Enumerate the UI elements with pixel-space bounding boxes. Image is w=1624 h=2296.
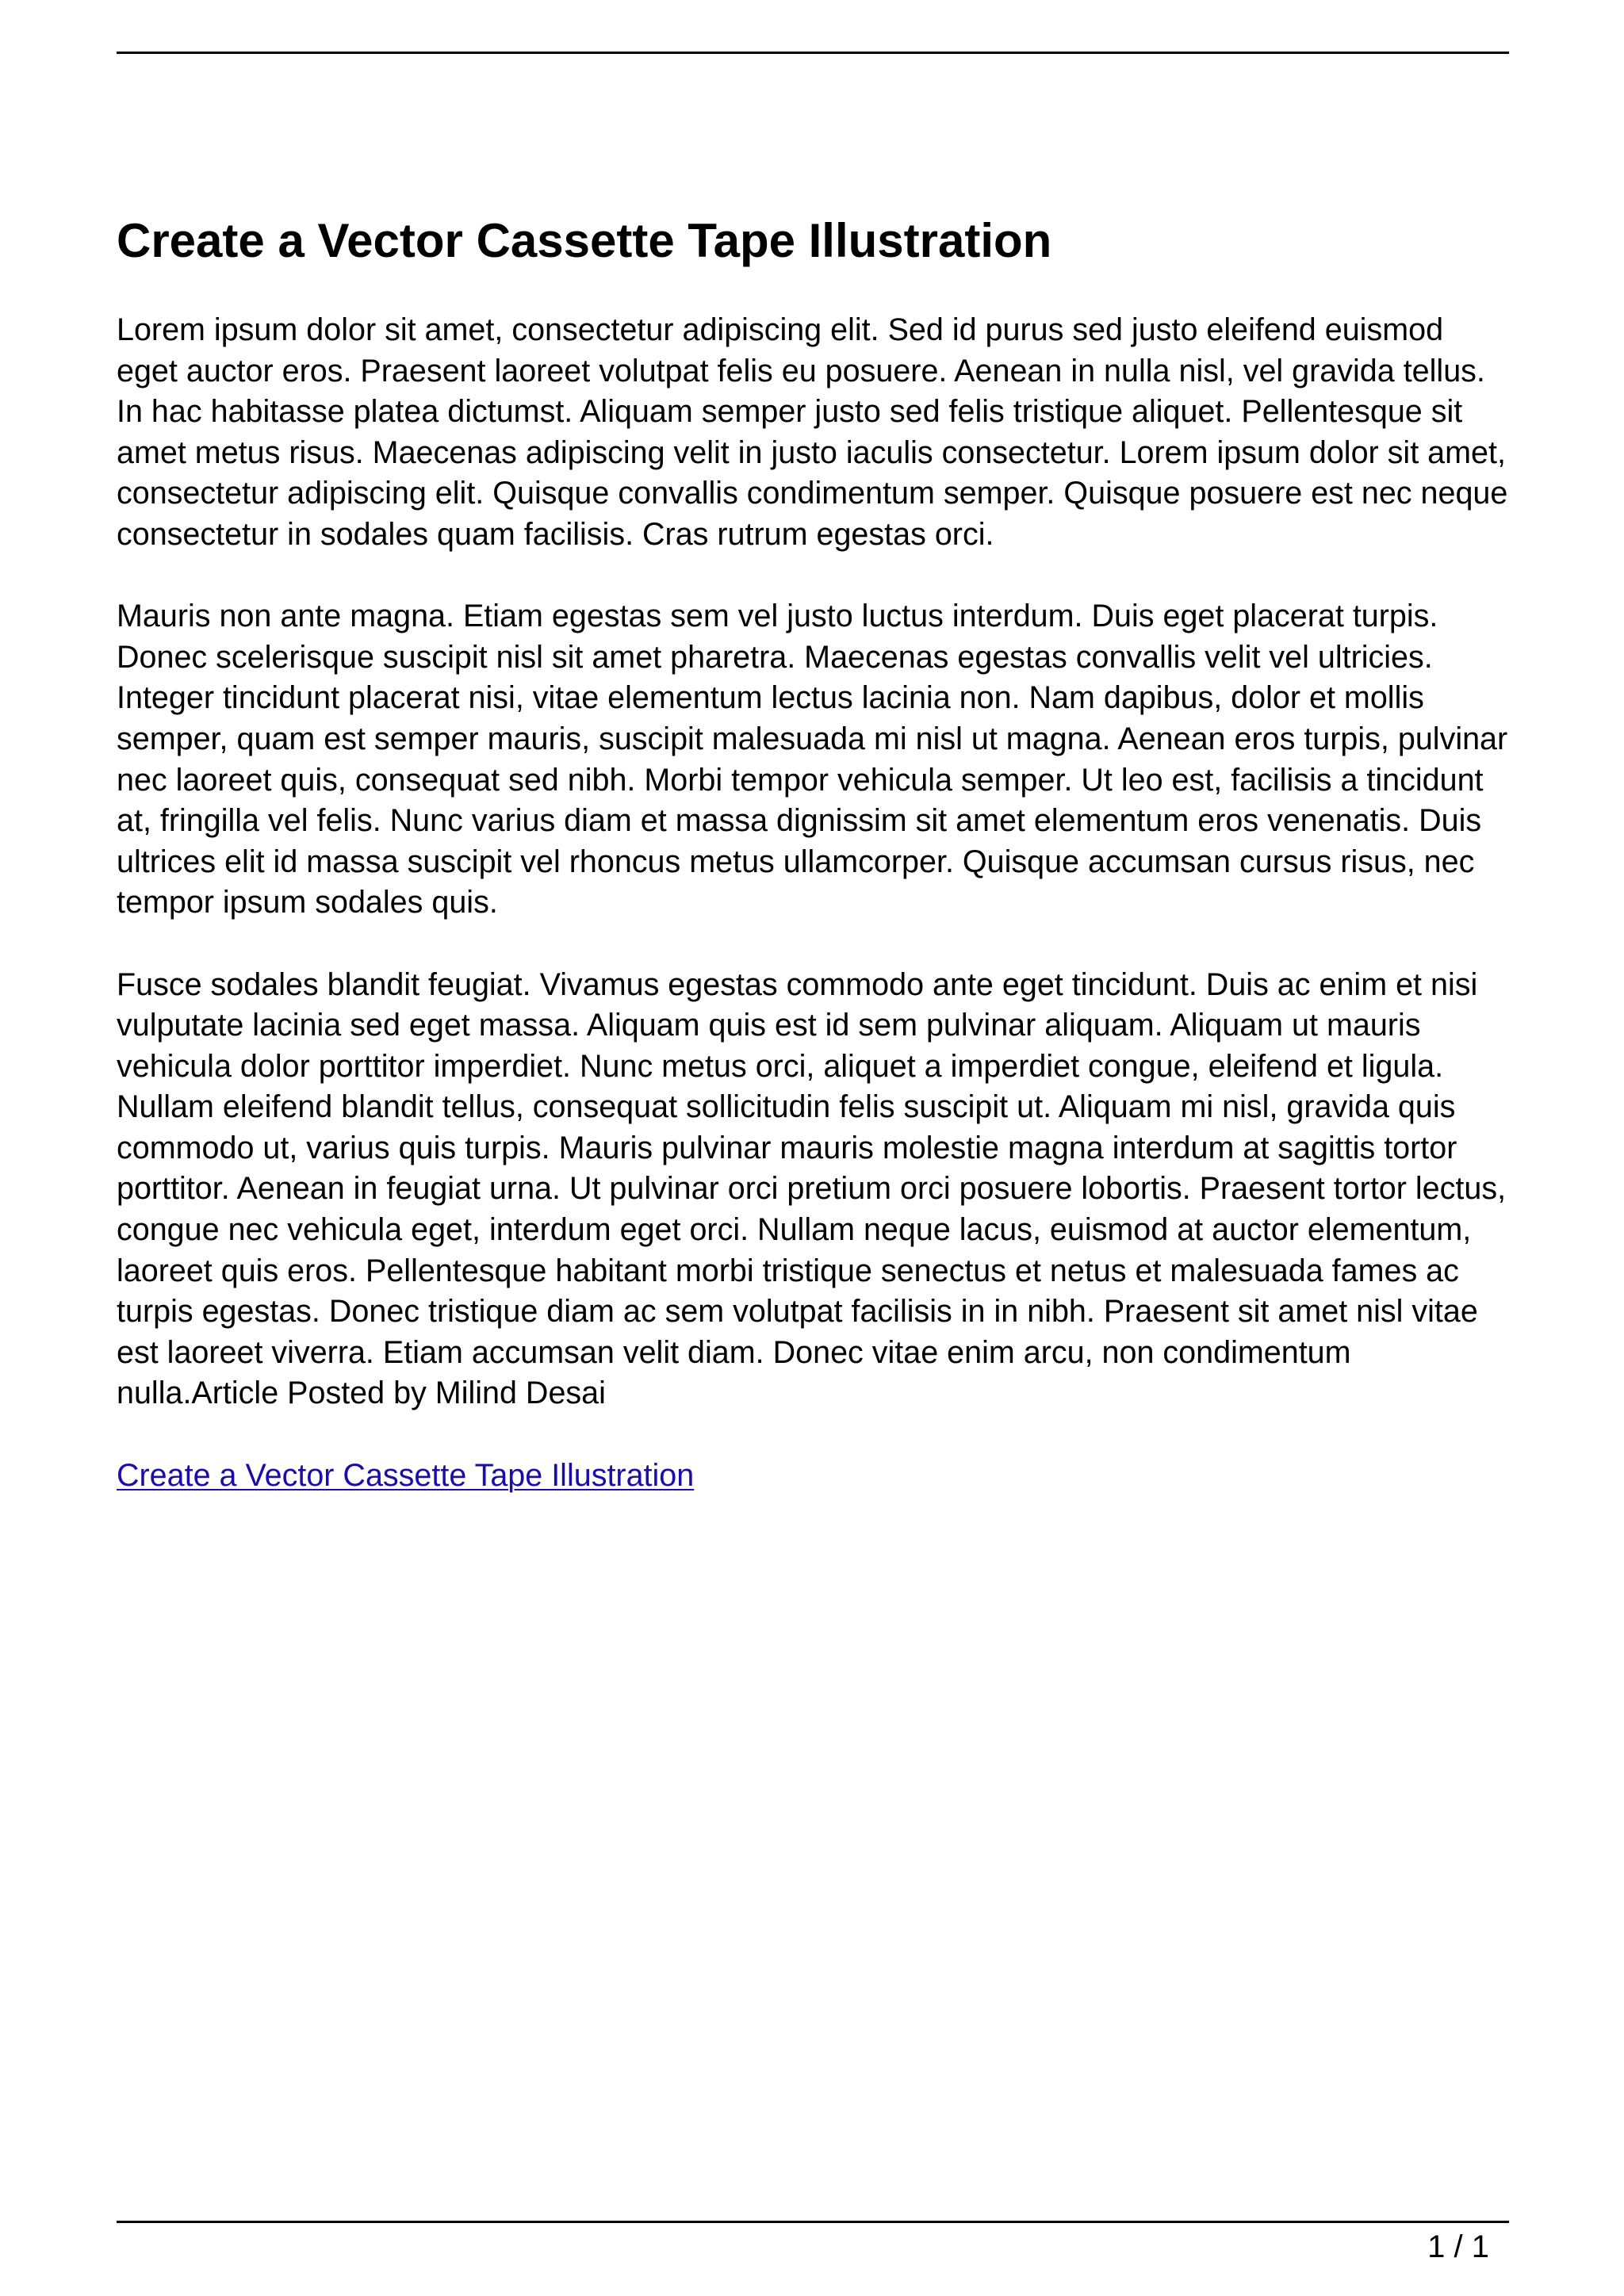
page-number: 1 / 1 <box>1427 2229 1489 2264</box>
footer-rule <box>117 2221 1509 2223</box>
header-rule <box>117 52 1509 54</box>
document-title: Create a Vector Cassette Tape Illustration <box>117 214 1052 267</box>
body-paragraph-2: Mauris non ante magna. Etiam egestas sem vel justo luctus interdum. Duis eget placerat turpis. Donec scelerisque suscipit nisl sit amet pharetra. Maecenas egestas convallis velit vel ultricies. Integer tincidunt placerat nisi, vitae elementum lectus lacinia non. Nam dapibus, dolor et mollis semper, quam est semper mauris, suscipit malesuada mi nisl ut magna. Aenean eros turpis, pulvinar nec laoreet quis, consequat sed nibh. Morbi tempor vehicula semper. Ut leo est, facilisis a tincidunt at, fringilla vel felis. Nunc varius diam et massa dignissim sit amet elementum eros venenatis. Duis ultrices elit id massa suscipit vel rhoncus metus ullamcorper. Quisque accumsan cursus risus, nec tempor ipsum sodales quis. <box>117 599 1508 920</box>
body-paragraph-3: Fusce sodales blandit feugiat. Vivamus egestas commodo ante eget tincidunt. Duis ac enim et nisi vulputate lacinia sed eget massa. Aliquam quis est id sem pulvinar aliquam. Aliquam ut mauris vehicula dolor porttitor imperdiet. Nunc metus orci, aliquet a imperdiet congue, eleifend et ligula. Nullam eleifend blandit tellus, consequat sollicitudin felis suscipit ut. Aliquam mi nisl, gravida quis commodo ut, varius quis turpis. Mauris pulvinar mauris molestie magna interdum at sagittis tortor porttitor. Aenean in feugiat urna. Ut pulvinar orci pretium orci posuere lobortis. Praesent tortor lectus, congue nec vehicula eget, interdum eget orci. Nullam neque lacus, euismod at auctor elementum, laoreet quis eros. Pellentesque habitant morbi tristique senectus et netus et malesuada fames ac turpis egestas. Donec tristique diam ac sem volutpat facilisis in in nibh. Praesent sit amet nisl vitae est laoreet viverra. Etiam accumsan velit diam. Donec vitae enim arcu, non condimentum nulla.Article Posted by Milind Desai <box>117 966 1507 1411</box>
source-article-link[interactable]: Create a Vector Cassette Tape Illustration <box>117 1457 695 1493</box>
body-paragraph-1: Lorem ipsum dolor sit amet, consectetur adipiscing elit. Sed id purus sed justo eleifend euismod eget auctor eros. Praesent laoreet volutpat felis eu posuere. Aenean in nulla nisl, vel gravida tellus. In hac habitasse platea dictumst. Aliquam semper justo sed felis tristique aliquet. Pellentesque sit amet metus risus. Maecenas adipiscing velit in justo iaculis consectetur. Lorem ipsum dolor sit amet, consectetur adipiscing elit. Quisque convallis condimentum semper. Quisque posuere est nec neque consectetur in sodales quam facilisis. Cras rutrum egestas orci. <box>117 312 1508 552</box>
document-body <box>117 310 1512 1496</box>
source-link-paragraph <box>117 1456 1512 1497</box>
